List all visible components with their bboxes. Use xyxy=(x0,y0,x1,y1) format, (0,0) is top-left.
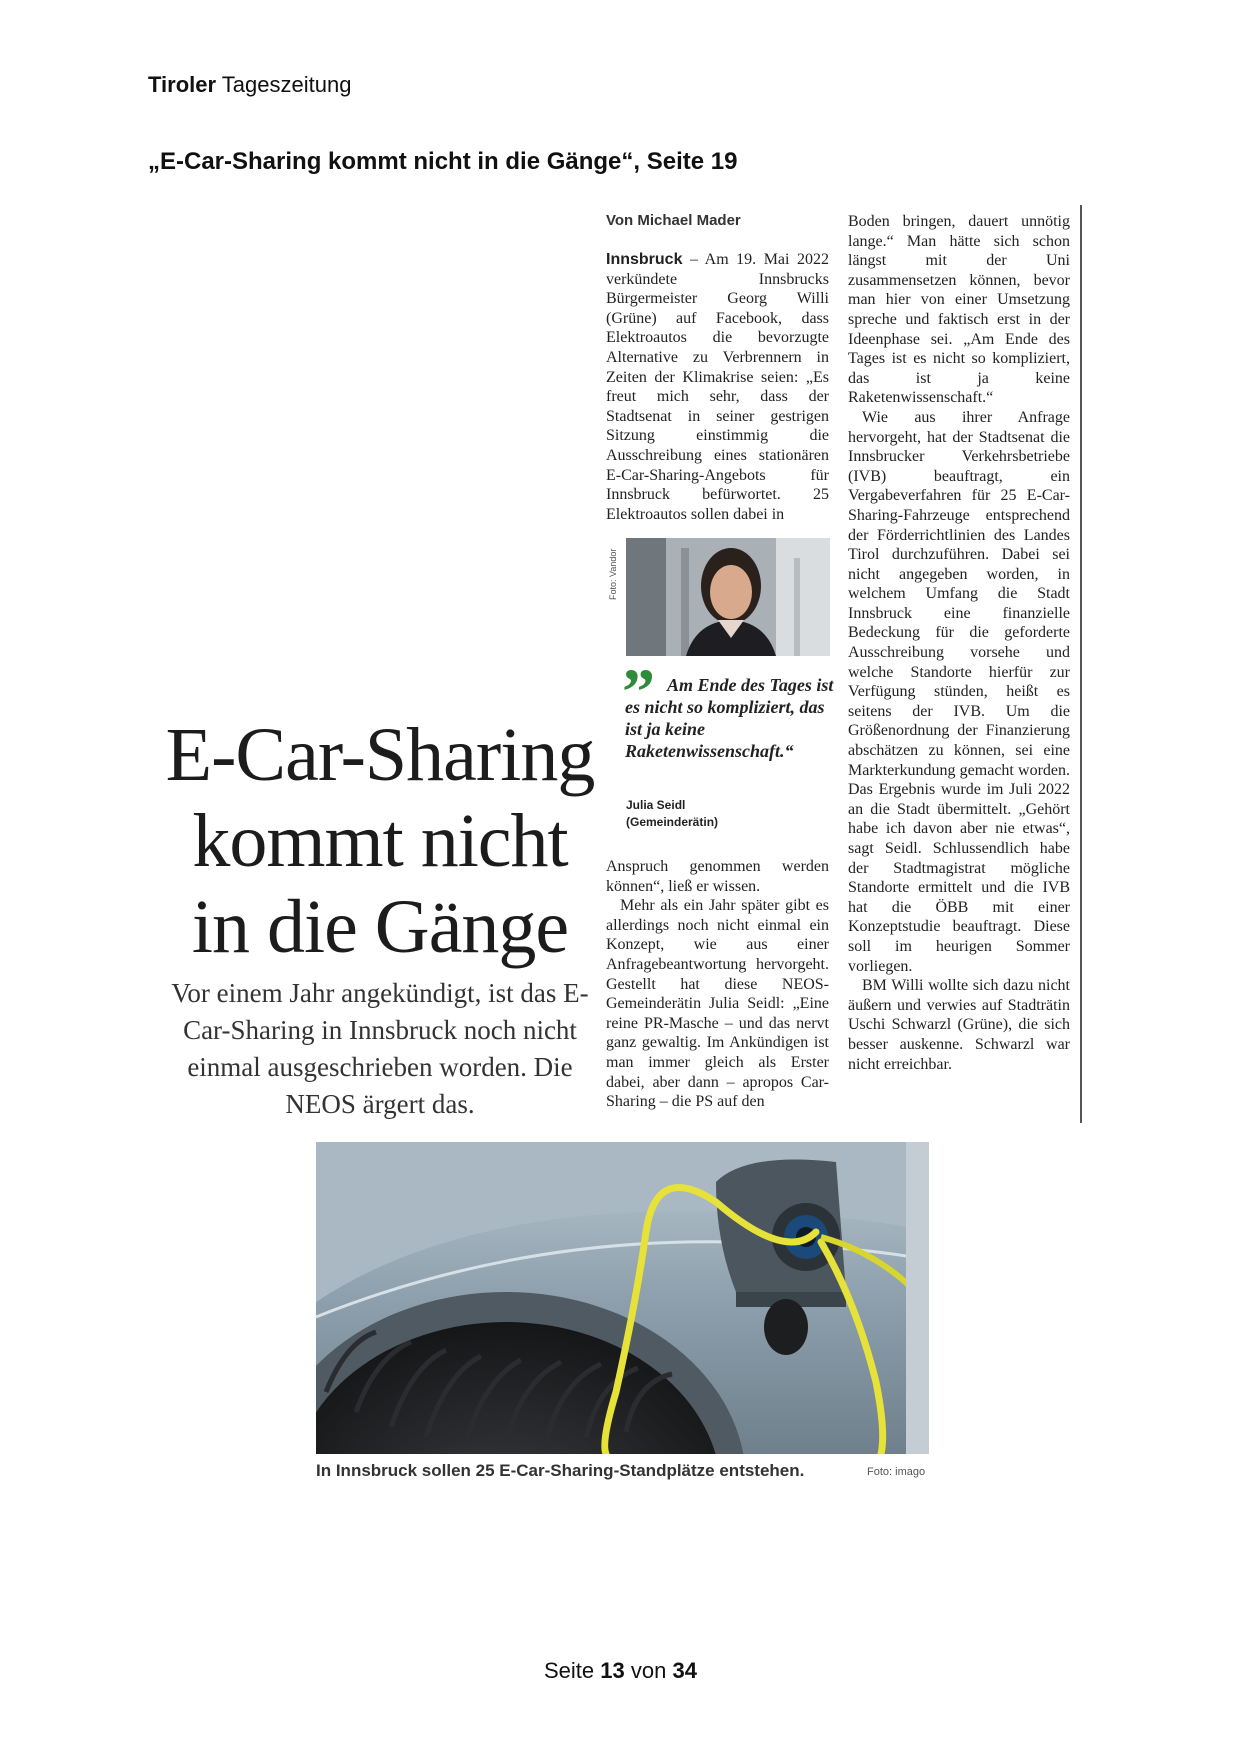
body-paragraph: BM Willi wollte sich dazu nicht äußern und verwies auf Stadträtin Uschi Schwarzl (Grüne), die sich besser auskenne. Schwarzl war nicht erreichbar. xyxy=(848,977,1070,1073)
car-charging-photo xyxy=(316,1142,929,1454)
body-paragraph: Anspruch genommen werden können“, ließ er wissen. xyxy=(606,858,829,895)
portrait-photo xyxy=(626,538,830,656)
car-charging-illustration xyxy=(316,1142,929,1454)
body-paragraph: Mehr als ein Jahr später gibt es allerdings noch nicht einmal ein Konzept, wie aus einer Anfragebeantwortung hervorgeht. Gestellt hat diese NEOS-Gemeinderätin Julia Seidl: „Eine reine PR-Masche – und das nervt ganz gewaltig. Im Ankündigen ist man immer gleich als Erster dabei, aber dann – apropos Car-Sharing – die PS auf den xyxy=(606,897,829,1111)
column-divider xyxy=(1080,205,1082,1123)
headline-line: in die Gänge xyxy=(191,885,569,969)
body-paragraph: Wie aus ihrer Anfrage hervorgeht, hat der Stadtsenat die Innsbrucker Verkehrsbetriebe (IVB) beauftragt, ein Vergabeverfahren für 25 E-Car-Sharing-Fahrzeuge entsprechend der Förderrichtlinien des Landes Tirol durchzuführen. Dabei sei nicht angegeben worden, in welchem Umfang die Stadt Innsbruck eine finanzielle Bedeckung für die geforderte Ausschreibung vorsehe und welche Standorte hierfür zur Verfügung stünden, heißt es seitens der IVB. Um die Größenordnung der Finanzierung abschätzen zu können, sei eine Markterkundung gemacht worden. Das Ergebnis wurde im Juli 2022 an die Stadt übermittelt. „Gehört habe ich davon aber nie etwas“, sagt Seidl. Schlussendlich habe der Stadtmagistrat mögliche Standorte ermittelt und die IVB hat die ÖBB mit einer Konzeptstudie beauftragt. Diese soll im heurigen Sommer vorliegen. xyxy=(848,408,1070,975)
footer-middle: von xyxy=(630,1658,667,1683)
article-column-2 xyxy=(848,212,1070,1124)
page-footer xyxy=(0,1658,1241,1684)
pull-quote-role: (Gemeinderätin) xyxy=(626,815,719,829)
publication-name-rest: Tageszeitung xyxy=(221,72,352,97)
document-title: „E-Car-Sharing kommt nicht in die Gänge“, Seite 19 xyxy=(148,148,738,175)
byline: Von Michael Mader xyxy=(606,212,741,229)
headline xyxy=(150,712,610,970)
pull-quote-author: Julia Seidl xyxy=(626,798,686,812)
subheadline: Vor einem Jahr angekündigt, ist das E-Car-Sharing in Innsbruck noch nicht einmal ausgeschrieben worden. Die NEOS ärgert das. xyxy=(171,978,589,1119)
portrait-credit: Foto: Vandor xyxy=(608,548,618,600)
portrait-illustration xyxy=(626,538,830,656)
dateline: Innsbruck xyxy=(606,251,683,268)
pull-quote-text: Am Ende des Tages ist es nicht so kompliziert, das ist ja keine Raketenwissenschaft.“ xyxy=(625,675,834,761)
headline-line: kommt nicht xyxy=(192,799,568,883)
pull-quote xyxy=(625,674,835,762)
body-text-col1-top: – Am 19. Mai 2022 verkündete Innsbrucks Bürgermeister Georg Willi (Grüne) auf Facebook, dass Elektroautos die bevorzugte Alternative zu Verbrennern in Zeiten der Klimakrise seien: „Es freut mich sehr, dass der Stadtsenat in seiner gestrigen Sitzung einstimmig die Ausschreibung eines stationären E-Car-Sharing-Angebots für Innsbruck befürwortet. 25 Elektroautos sollen dabei in xyxy=(606,251,829,522)
body-paragraph: Boden bringen, dauert unnötig lange.“ Man hätte sich schon längst mit der Uni zusammensetzen können, bevor man hier von einer Umsetzung spreche und faktisch erst in der Ideenphase sei. „Am Ende des Tages ist es nicht so kompliziert, das ist ja keine Raketenwissenschaft.“ xyxy=(848,213,1070,407)
article-column-1-top xyxy=(606,250,829,522)
pull-quote-attribution xyxy=(626,797,718,831)
headline-line: E-Car-Sharing xyxy=(165,713,595,797)
footer-total-pages: 34 xyxy=(672,1658,697,1683)
footer-prefix: Seite xyxy=(544,1658,595,1683)
article-column-1-bottom xyxy=(606,857,829,1125)
photo-credit: Foto: imago xyxy=(867,1466,926,1478)
footer-page-number: 13 xyxy=(600,1658,625,1683)
quote-mark-icon: ” xyxy=(622,656,655,729)
photo-caption: In Innsbruck sollen 25 E-Car-Sharing-Standplätze entstehen. xyxy=(316,1461,805,1480)
publication-name xyxy=(148,72,351,98)
publication-name-bold: Tiroler xyxy=(148,72,217,97)
